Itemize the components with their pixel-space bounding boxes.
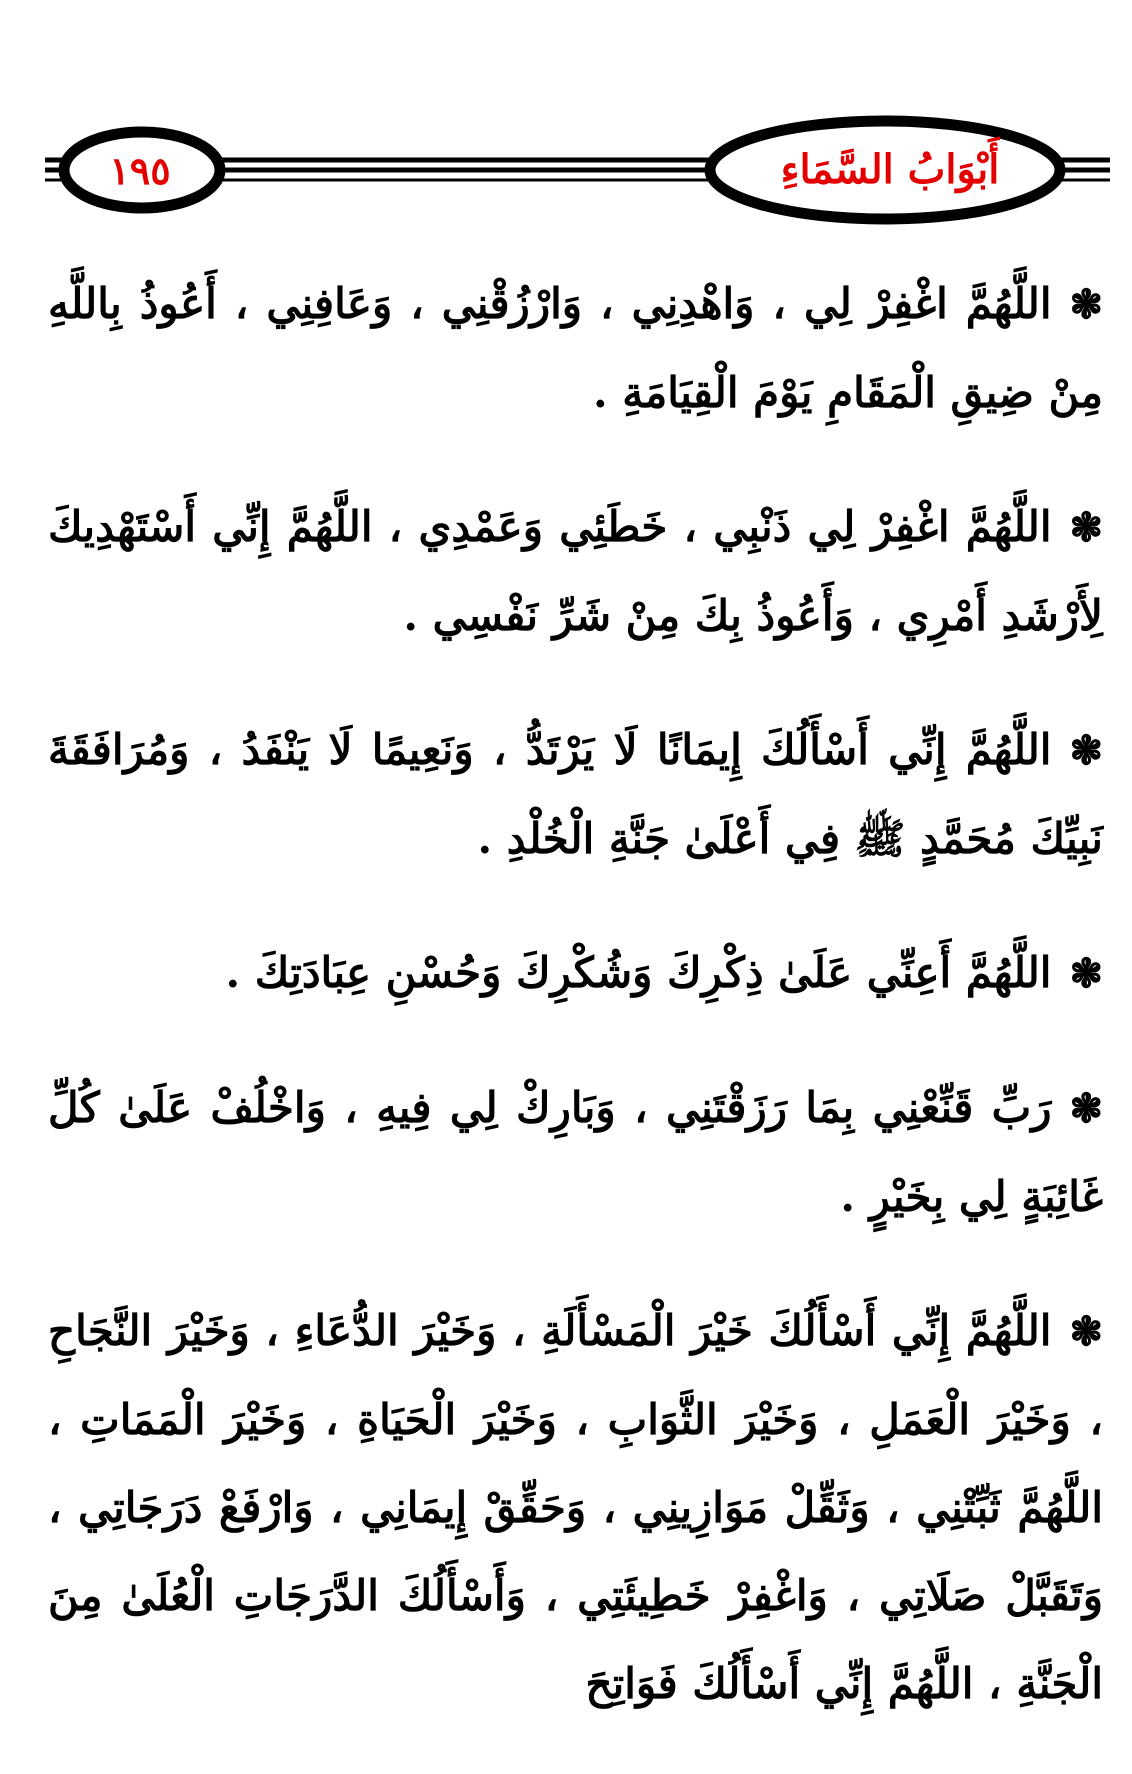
dua-paragraph <box>48 483 1103 660</box>
dua-text: اللَّهُمَّ إِنِّي أَسْأَلُكَ خَيْرَ الْمَسْأَلَةِ ، وَخَيْرَ الدُّعَاءِ ، وَخَيْرَ النَّجَاحِ ، وَخَيْرَ الْعَمَلِ ، وَخَيْرَ الثَّوَابِ ، وَخَيْرَ الْحَيَاةِ ، وَخَيْرَ الْمَمَاتِ ، اللَّهُمَّ ثَبِّتْنِي ، وَثَقِّلْ مَوَازِينِي ، وَحَقِّقْ إِيمَانِي ، وَارْفَعْ دَرَجَاتِي ، وَتَقَبَّلْ صَلَاتِي ، وَاغْفِرْ خَطِيئَتِي ، وَأَسْأَلُكَ الدَّرَجَاتِ الْعُلَىٰ مِنَ الْجَنَّةِ ، اللَّهُمَّ إِنِّي أَسْأَلُكَ فَوَاتِحَ <box>48 1306 1103 1708</box>
star-ornament-icon: ❃ <box>1069 1308 1103 1355</box>
dua-paragraph <box>48 1064 1103 1241</box>
dua-paragraph <box>48 1287 1103 1728</box>
dua-paragraph <box>48 929 1103 1018</box>
star-ornament-icon: ❃ <box>1069 281 1103 328</box>
dua-paragraph <box>48 260 1103 437</box>
dua-text: اللَّهُمَّ إِنِّي أَسْأَلُكَ إِيمَانًا لَا يَرْتَدُّ ، وَنَعِيمًا لَا يَنْفَدُ ، وَمُرَافَقَةَ نَبِيِّكَ مُحَمَّدٍ ﷺ فِي أَعْلَىٰ جَنَّةِ الْخُلْدِ . <box>48 725 1103 863</box>
star-ornament-icon: ❃ <box>1069 727 1103 774</box>
page-header <box>0 0 1132 260</box>
star-ornament-icon: ❃ <box>1069 950 1103 997</box>
dua-text: اللَّهُمَّ أَعِنِّي عَلَىٰ ذِكْرِكَ وَشُكْرِكَ وَحُسْنِ عِبَادَتِكَ . <box>225 948 1052 997</box>
dua-text: رَبِّ قَنِّعْنِي بِمَا رَزَقْتَنِي ، وَبَارِكْ لِي فِيهِ ، وَاخْلُفْ عَلَىٰ كُلِّ غَائِبَةٍ لِي بِخَيْرٍ . <box>48 1083 1103 1221</box>
star-ornament-icon: ❃ <box>1069 1085 1103 1132</box>
dua-text: اللَّهُمَّ اغْفِرْ لِي ، وَاهْدِنِي ، وَارْزُقْنِي ، وَعَافِنِي ، أَعُوذُ بِاللَّهِ مِنْ ضِيقِ الْمَقَامِ يَوْمَ الْقِيَامَةِ . <box>48 279 1103 417</box>
page-number: ١٩٥ <box>109 148 171 193</box>
star-ornament-icon: ❃ <box>1069 504 1104 551</box>
dua-text: اللَّهُمَّ اغْفِرْ لِي ذَنْبِي ، خَطَئِي وَعَمْدِي ، اللَّهُمَّ إِنِّي أَسْتَهْدِيكَ لِأَرْشَدِ أَمْرِي ، وَأَعُوذُ بِكَ مِنْ شَرِّ نَفْسِي . <box>48 502 1103 640</box>
chapter-title: أَبْوَابُ السَّمَاءِ <box>780 146 1000 193</box>
page-body <box>48 260 1103 1774</box>
dua-paragraph <box>48 706 1103 883</box>
